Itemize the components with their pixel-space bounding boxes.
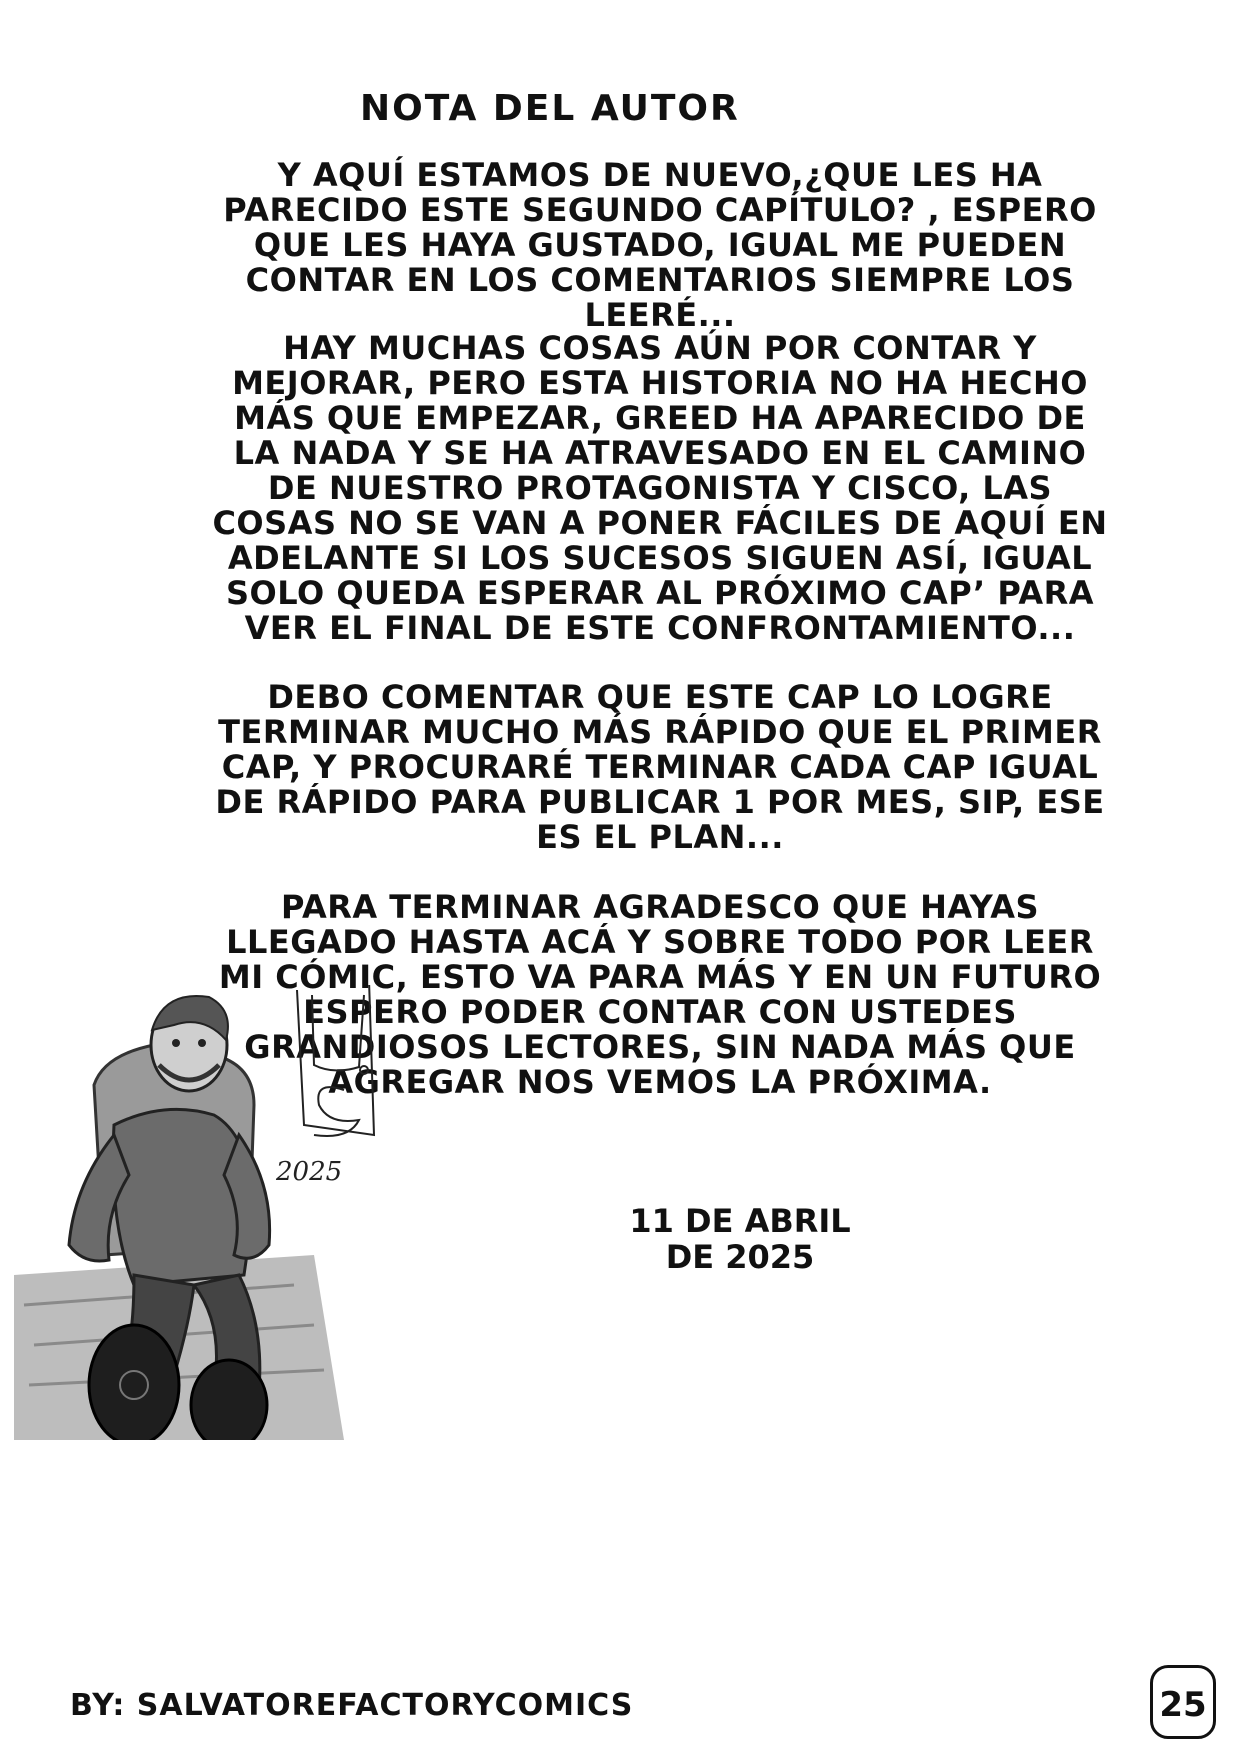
- signature: [294, 985, 399, 1136]
- page-number: 25: [1150, 1665, 1216, 1739]
- note-paragraph-3: [210, 680, 1110, 855]
- paragraph-text: HAY MUCHAS COSAS AÚN POR CONTAR Y MEJORAR, PERO ESTA HISTORIA NO HA HECHO MÁS QUE EMPEZAR, GREED HA APARECIDO DE LA NADA Y SE HA ATRAVESADO EN EL CAMINO DE NUESTRO PROTAGONISTA Y CISCO, LAS COSAS NO SE VAN A PONER FÁCILES DE AQUÍ EN ADELANTE SI LOS SUCESOS SIGUEN ASÍ, IGUAL SOLO QUEDA ESPERAR AL PRÓXIMO CAP’ PARA VER EL FINAL DE ESTE CONFRONTAMIENTO...: [212, 329, 1108, 647]
- paragraph-text: Y AQUÍ ESTAMOS DE NUEVO,¿QUE LES HA PARECIDO ESTE SEGUNDO CAPÍTULO? , ESPERO QUE LES HAYA GUSTADO, IGUAL ME PUEDEN CONTAR EN LOS COMENTARIOS SIEMPRE LOS LEERÉ...: [223, 156, 1097, 334]
- shoe-left: [89, 1325, 179, 1440]
- author-illustration: [14, 985, 454, 1440]
- date-block: [600, 1203, 880, 1275]
- paragraph-text: DEBO COMENTAR QUE ESTE CAP LO LOGRE TERMINAR MUCHO MÁS RÁPIDO QUE EL PRIMER CAP, Y PROCURARÉ TERMINAR CADA CAP IGUAL DE RÁPIDO PARA PUBLICAR 1 POR MES, SIP, ESE ES EL PLAN...: [215, 678, 1105, 856]
- note-paragraph-1: [210, 158, 1110, 333]
- signature-year: 2025: [276, 1157, 343, 1187]
- shoe-right: [191, 1360, 267, 1440]
- date-line-1: 11 DE ABRIL: [629, 1202, 851, 1240]
- page-title: NOTA DEL AUTOR: [360, 88, 740, 129]
- paragraph-text: PARA TERMINAR AGRADESCO QUE HAYAS LLEGADO HASTA ACÁ Y SOBRE TODO POR LEER MI CÓMIC, ESTO VA PARA MÁS Y EN UN FUTURO ESPERO PODER CONTAR CON USTEDES GRANDIOSOS LECTORES, SIN NADA MÁS QUE AGREGAR NOS VEMOS LA PRÓXIMA.: [218, 888, 1102, 1101]
- author-byline: BY: SALVATOREFACTORYCOMICS: [70, 1688, 634, 1723]
- note-paragraph-2: [210, 331, 1110, 646]
- date-line-2: DE 2025: [665, 1238, 815, 1276]
